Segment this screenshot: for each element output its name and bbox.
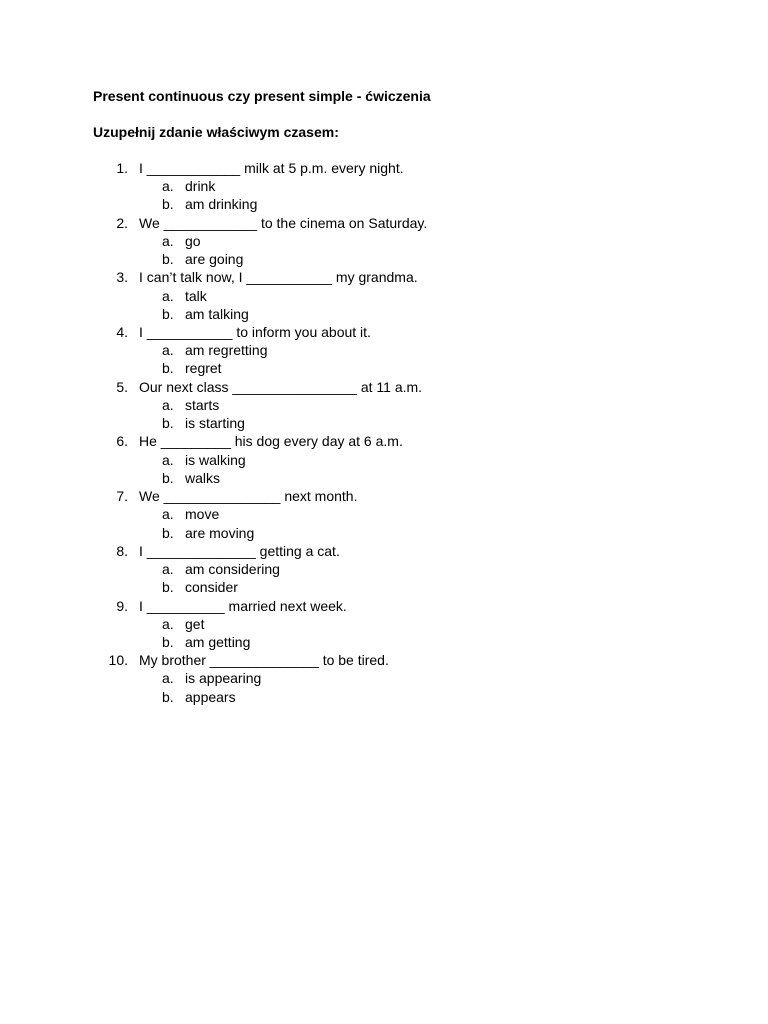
option-letter: b.	[162, 579, 174, 596]
question-number: 2.	[116, 214, 128, 231]
question-item	[0, 542, 768, 597]
question-item	[0, 214, 768, 269]
option-a	[0, 287, 768, 305]
option-letter: a.	[162, 615, 174, 632]
question-item	[0, 487, 768, 542]
option-a	[0, 396, 768, 414]
option-letter: a.	[162, 287, 174, 304]
question-number: 5.	[116, 378, 128, 395]
option-text: am talking	[185, 305, 249, 322]
option-letter: a.	[162, 451, 174, 468]
question-number: 9.	[116, 597, 128, 614]
option-letter: b.	[162, 415, 174, 432]
question-item	[0, 378, 768, 433]
question-item	[0, 432, 768, 487]
document-title: Present continuous czy present simple - ćwiczenia	[93, 88, 431, 104]
option-letter: b.	[162, 305, 174, 322]
option-text: move	[185, 506, 220, 523]
option-b	[0, 195, 768, 213]
question-text: We _______________ next month.	[139, 488, 358, 505]
option-letter: b.	[162, 196, 174, 213]
option-letter: b.	[162, 360, 174, 377]
option-text: get	[185, 615, 205, 632]
question-item	[0, 651, 768, 706]
question-text: I ___________ to inform you about it.	[139, 324, 371, 341]
option-a	[0, 560, 768, 578]
option-text: am drinking	[185, 196, 258, 213]
option-b	[0, 688, 768, 706]
question-text: I __________ married next week.	[139, 597, 347, 614]
option-text: go	[185, 232, 201, 249]
question-number: 4.	[116, 324, 128, 341]
question-number: 10.	[108, 652, 128, 669]
option-text: is starting	[185, 415, 245, 432]
option-b	[0, 524, 768, 542]
option-b	[0, 578, 768, 596]
option-b	[0, 359, 768, 377]
option-letter: a.	[162, 506, 174, 523]
question-number: 7.	[116, 488, 128, 505]
question-text: My brother ______________ to be tired.	[139, 652, 389, 669]
option-text: are going	[185, 251, 244, 268]
option-text: is appearing	[185, 670, 262, 687]
option-text: drink	[185, 178, 216, 195]
option-a	[0, 177, 768, 195]
option-letter: a.	[162, 232, 174, 249]
question-number: 8.	[116, 542, 128, 559]
question-number: 3.	[116, 269, 128, 286]
option-letter: a.	[162, 342, 174, 359]
question-item	[0, 268, 768, 323]
option-text: regret	[185, 360, 222, 377]
option-text: am regretting	[185, 342, 268, 359]
option-letter: b.	[162, 251, 174, 268]
option-b	[0, 469, 768, 487]
question-text: He _________ his dog every day at 6 a.m.	[139, 433, 403, 450]
question-number: 1.	[116, 160, 128, 176]
question-text: I can’t talk now, I ___________ my grandma.	[139, 269, 418, 286]
option-letter: b.	[162, 688, 174, 705]
option-letter: b.	[162, 524, 174, 541]
option-text: starts	[185, 396, 220, 413]
option-text: walks	[185, 469, 221, 486]
question-text: I ____________ milk at 5 p.m. every night.	[139, 160, 404, 176]
option-letter: a.	[162, 396, 174, 413]
question-text: We ____________ to the cinema on Saturday.	[139, 214, 428, 231]
option-b	[0, 305, 768, 323]
option-letter: b.	[162, 633, 174, 650]
option-text: talk	[185, 287, 207, 304]
option-letter: b.	[162, 469, 174, 486]
option-text: consider	[185, 579, 238, 596]
option-a	[0, 232, 768, 250]
option-text: is walking	[185, 451, 246, 468]
option-b	[0, 414, 768, 432]
option-a	[0, 451, 768, 469]
option-a	[0, 341, 768, 359]
question-number: 6.	[116, 433, 128, 450]
option-b	[0, 250, 768, 268]
instruction-text: Uzupełnij zdanie właściwym czasem:	[93, 124, 339, 140]
option-text: are moving	[185, 524, 255, 541]
option-text: am getting	[185, 633, 251, 650]
question-text: I ______________ getting a cat.	[139, 542, 340, 559]
question-item	[0, 159, 768, 214]
option-letter: a.	[162, 561, 174, 577]
option-letter: a.	[162, 178, 174, 195]
question-item	[0, 323, 768, 378]
question-text: Our next class ________________ at 11 a.m.	[139, 378, 423, 395]
option-a	[0, 615, 768, 633]
option-text: appears	[185, 688, 236, 705]
question-list	[0, 159, 768, 706]
option-a	[0, 669, 768, 687]
option-text: am considering	[185, 561, 280, 577]
option-a	[0, 505, 768, 523]
option-b	[0, 633, 768, 651]
question-item	[0, 597, 768, 652]
option-letter: a.	[162, 670, 174, 687]
